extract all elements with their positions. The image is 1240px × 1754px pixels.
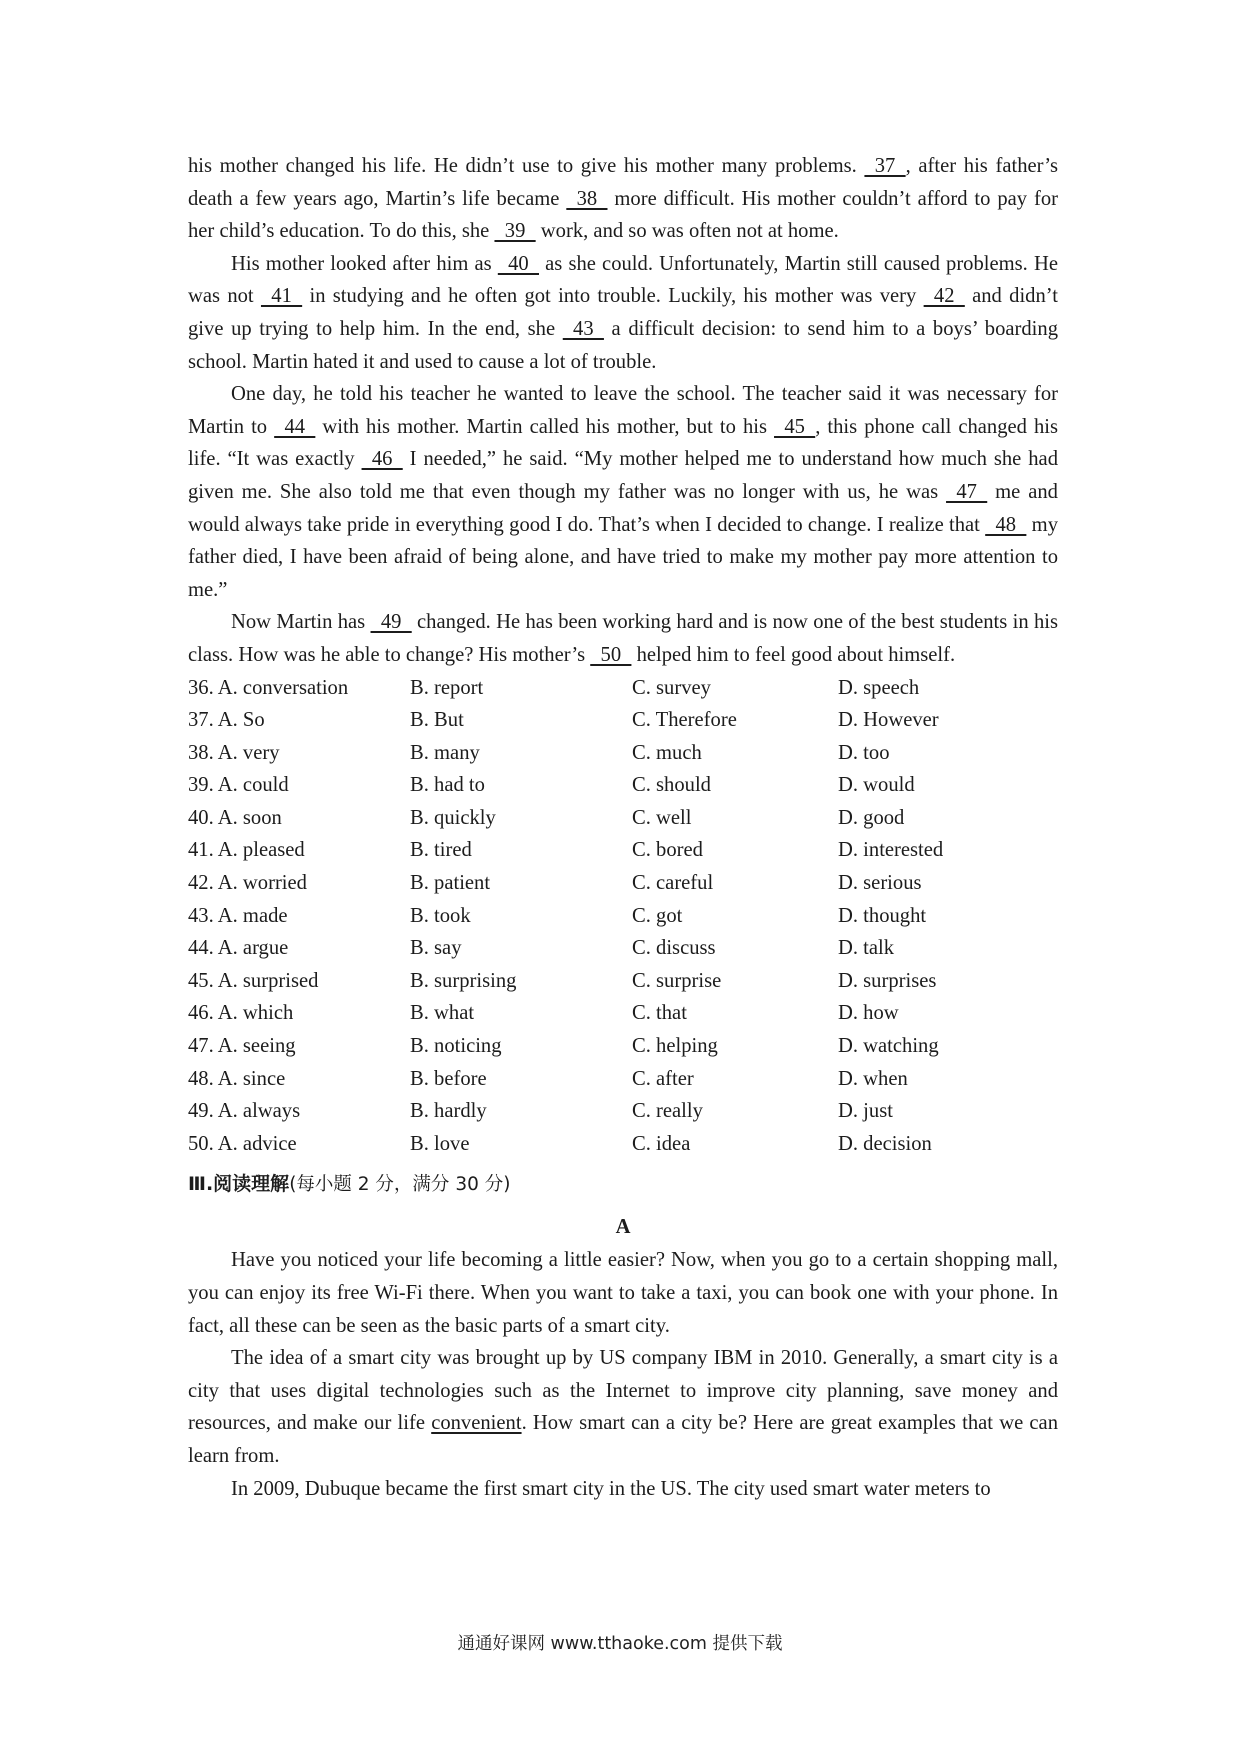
option-row bbox=[188, 1128, 1058, 1161]
option-choice: D. good bbox=[838, 806, 905, 829]
option-choice: C. really bbox=[632, 1100, 703, 1123]
text-run: Now Martin has bbox=[231, 611, 371, 634]
option-choice: B. quickly bbox=[410, 806, 496, 829]
option-choice: C. after bbox=[632, 1067, 694, 1090]
blank-number: 50 bbox=[590, 643, 632, 666]
option-choice: D. when bbox=[838, 1067, 908, 1090]
option-choice: D. how bbox=[838, 1002, 899, 1025]
blank-number: 40 bbox=[497, 252, 539, 275]
option-choice: C. well bbox=[632, 806, 692, 829]
option-choice: B. tired bbox=[410, 839, 472, 862]
blank-number: 41 bbox=[260, 285, 303, 308]
option-choice: C. discuss bbox=[632, 937, 716, 960]
blank-number: 49 bbox=[370, 611, 412, 634]
option-row bbox=[188, 965, 1058, 998]
option-row bbox=[188, 704, 1058, 737]
option-row bbox=[188, 997, 1058, 1030]
option-choice: D. decision bbox=[838, 1132, 932, 1155]
paragraph bbox=[188, 1473, 1058, 1506]
text-run: . How smart can a city be? Here are great examples that we can learn from. bbox=[188, 1412, 1058, 1467]
text-run: and didn’t give up trying to help him. In the end, she bbox=[188, 285, 1058, 340]
text-run: I needed,” he said. “My mother helped me to understand how much she had given me. She also told me that even though my father was no longer with us, he was bbox=[188, 448, 1058, 503]
text-run: helped him to feel good about himself. bbox=[631, 643, 956, 666]
option-choice: 39. A. could bbox=[188, 774, 289, 797]
text-run: The idea of a smart city was brought up by US company IBM in 2010. Generally, a smart city is a city that uses digital technologies such as the Internet to improve city planning, save money and resources, and make our life bbox=[188, 1347, 1058, 1435]
option-choice: B. took bbox=[410, 904, 471, 927]
option-choice: B. what bbox=[410, 1002, 475, 1025]
option-choice: D. interested bbox=[838, 839, 944, 862]
text-run: with his mother. Martin called his mother, but to his bbox=[315, 415, 775, 438]
paragraph bbox=[188, 248, 1058, 378]
blank-number: 42 bbox=[923, 285, 965, 308]
text-run: One day, he told his teacher he wanted to leave the school. The teacher said it was necessary for Martin to bbox=[188, 383, 1058, 438]
text-run: His mother looked after him as bbox=[231, 252, 498, 275]
cloze-passage bbox=[188, 150, 1058, 672]
option-choice: B. had to bbox=[410, 774, 485, 797]
option-row bbox=[188, 769, 1058, 802]
option-row bbox=[188, 1063, 1058, 1096]
option-row bbox=[188, 867, 1058, 900]
text-run: a difficult decision: to send him to a boys’ boarding school. Martin hated it and used to cause a lot of trouble. bbox=[188, 317, 1058, 373]
option-row bbox=[188, 1030, 1058, 1063]
blank-number: 43 bbox=[562, 317, 604, 340]
text-run: his mother changed his life. He didn’t use to give his mother many problems. bbox=[188, 155, 865, 177]
text-run: changed. He has been working hard and is now one of the best students in his class. How was he able to change? His mother’s bbox=[188, 611, 1058, 666]
text-run: as she could. Unfortunately, Martin still caused problems. He was not bbox=[188, 252, 1058, 308]
option-choice: B. But bbox=[410, 709, 464, 732]
option-row bbox=[188, 900, 1058, 933]
option-choice: C. bored bbox=[632, 839, 703, 862]
option-choice: 37. A. So bbox=[188, 709, 265, 732]
option-choice: C. helping bbox=[632, 1035, 718, 1058]
text-run: my father died, I have been afraid of being alone, and have tried to make my mother pay more attention to me.” bbox=[188, 513, 1058, 601]
reading-passage-a bbox=[188, 1244, 1058, 1505]
section-scoring-note: (每小题 2 分，满分 30 分) bbox=[289, 1174, 511, 1196]
paragraph bbox=[188, 1342, 1058, 1472]
option-row bbox=[188, 834, 1058, 867]
option-row bbox=[188, 932, 1058, 965]
option-row bbox=[188, 1095, 1058, 1128]
option-choice: B. before bbox=[410, 1067, 487, 1090]
text-run: , after his father’s death a few years ago, Martin’s life became bbox=[188, 155, 1058, 210]
option-choice: B. hardly bbox=[410, 1100, 487, 1123]
option-choice: D. speech bbox=[838, 676, 920, 699]
option-choice: C. idea bbox=[632, 1132, 691, 1155]
blank-number: 39 bbox=[494, 220, 536, 243]
text-run: , this phone call changed his life. “It was exactly bbox=[188, 415, 1059, 471]
text-run: in studying and he often got into trouble. Luckily, his mother was very bbox=[302, 285, 924, 308]
paragraph bbox=[188, 378, 1058, 606]
option-choice: C. that bbox=[632, 1002, 687, 1025]
option-choice: 48. A. since bbox=[188, 1067, 286, 1090]
option-row bbox=[188, 737, 1058, 770]
paragraph bbox=[188, 1244, 1058, 1342]
option-choice: B. noticing bbox=[410, 1035, 502, 1058]
option-choice: B. report bbox=[410, 676, 484, 699]
option-choice: B. love bbox=[410, 1132, 470, 1155]
text-run: In 2009, Dubuque became the first smart city in the US. The city used smart water meters to bbox=[231, 1477, 991, 1500]
section-title: Ⅲ.阅读理解 bbox=[188, 1173, 290, 1196]
text-run: work, and so was often not at home. bbox=[535, 220, 839, 243]
option-choice: D. would bbox=[838, 774, 915, 797]
option-choice: D. just bbox=[838, 1100, 893, 1123]
blank-number: 37 bbox=[864, 155, 906, 177]
option-choice: D. watching bbox=[838, 1035, 939, 1058]
option-row bbox=[188, 672, 1058, 705]
option-choice: B. many bbox=[410, 741, 480, 764]
blank-number: 48 bbox=[985, 513, 1027, 536]
paragraph bbox=[188, 150, 1058, 248]
option-choice: C. got bbox=[632, 904, 683, 927]
option-choice: D. surprises bbox=[838, 969, 937, 992]
option-choice: D. However bbox=[838, 709, 939, 732]
option-choice: B. surprising bbox=[410, 969, 517, 992]
answer-options bbox=[188, 672, 1058, 1161]
option-row bbox=[188, 802, 1058, 835]
option-choice: B. say bbox=[410, 937, 462, 960]
option-choice: 40. A. soon bbox=[188, 806, 282, 829]
option-choice: 44. A. argue bbox=[188, 937, 289, 960]
blank-number: 45 bbox=[774, 415, 816, 438]
blank-number: 46 bbox=[361, 448, 403, 471]
option-choice: C. should bbox=[632, 774, 711, 797]
option-choice: 46. A. which bbox=[188, 1002, 294, 1025]
option-choice: 45. A. surprised bbox=[188, 969, 319, 992]
option-choice: 38. A. very bbox=[188, 741, 280, 764]
page-content bbox=[188, 150, 1058, 1505]
option-choice: C. careful bbox=[632, 872, 714, 895]
option-choice: 50. A. advice bbox=[188, 1132, 297, 1155]
text-run: me and would always take pride in everything good I do. That’s when I decided to change. I realize that bbox=[188, 480, 1058, 536]
option-choice: C. surprise bbox=[632, 969, 722, 992]
option-choice: 47. A. seeing bbox=[188, 1035, 296, 1058]
blank-number: 47 bbox=[946, 480, 988, 503]
option-choice: 42. A. worried bbox=[188, 872, 307, 895]
blank-number: 38 bbox=[566, 187, 608, 210]
blank-number: 44 bbox=[274, 415, 316, 438]
passage-label: A bbox=[615, 1216, 631, 1239]
option-choice: 49. A. always bbox=[188, 1100, 301, 1123]
option-choice: 41. A. pleased bbox=[188, 839, 305, 862]
option-choice: D. too bbox=[838, 741, 890, 764]
option-choice: C. much bbox=[632, 741, 702, 764]
underlined-word: convenient bbox=[431, 1412, 522, 1435]
option-choice: 36. A. conversation bbox=[188, 676, 349, 699]
option-choice: D. talk bbox=[838, 937, 895, 960]
section-heading bbox=[188, 1168, 1058, 1200]
option-choice: C. Therefore bbox=[632, 709, 737, 732]
option-choice: B. patient bbox=[410, 872, 491, 895]
page-footer: 通通好课网 www.tthaoke.com 提供下载 bbox=[457, 1634, 783, 1654]
text-run: more difficult. His mother couldn’t afford to pay for her child’s education. To do this, she bbox=[188, 187, 1058, 243]
option-choice: D. serious bbox=[838, 872, 922, 895]
text-run: Have you noticed your life becoming a little easier? Now, when you go to a certain shopping mall, you can enjoy its free Wi-Fi there. When you want to take a taxi, you can book one with your phone. In fact, all these can be seen as the basic parts of a smart city. bbox=[188, 1249, 1058, 1337]
paragraph bbox=[188, 606, 1058, 671]
option-choice: 43. A. made bbox=[188, 904, 288, 927]
option-choice: C. survey bbox=[632, 676, 711, 699]
option-choice: D. thought bbox=[838, 904, 927, 927]
